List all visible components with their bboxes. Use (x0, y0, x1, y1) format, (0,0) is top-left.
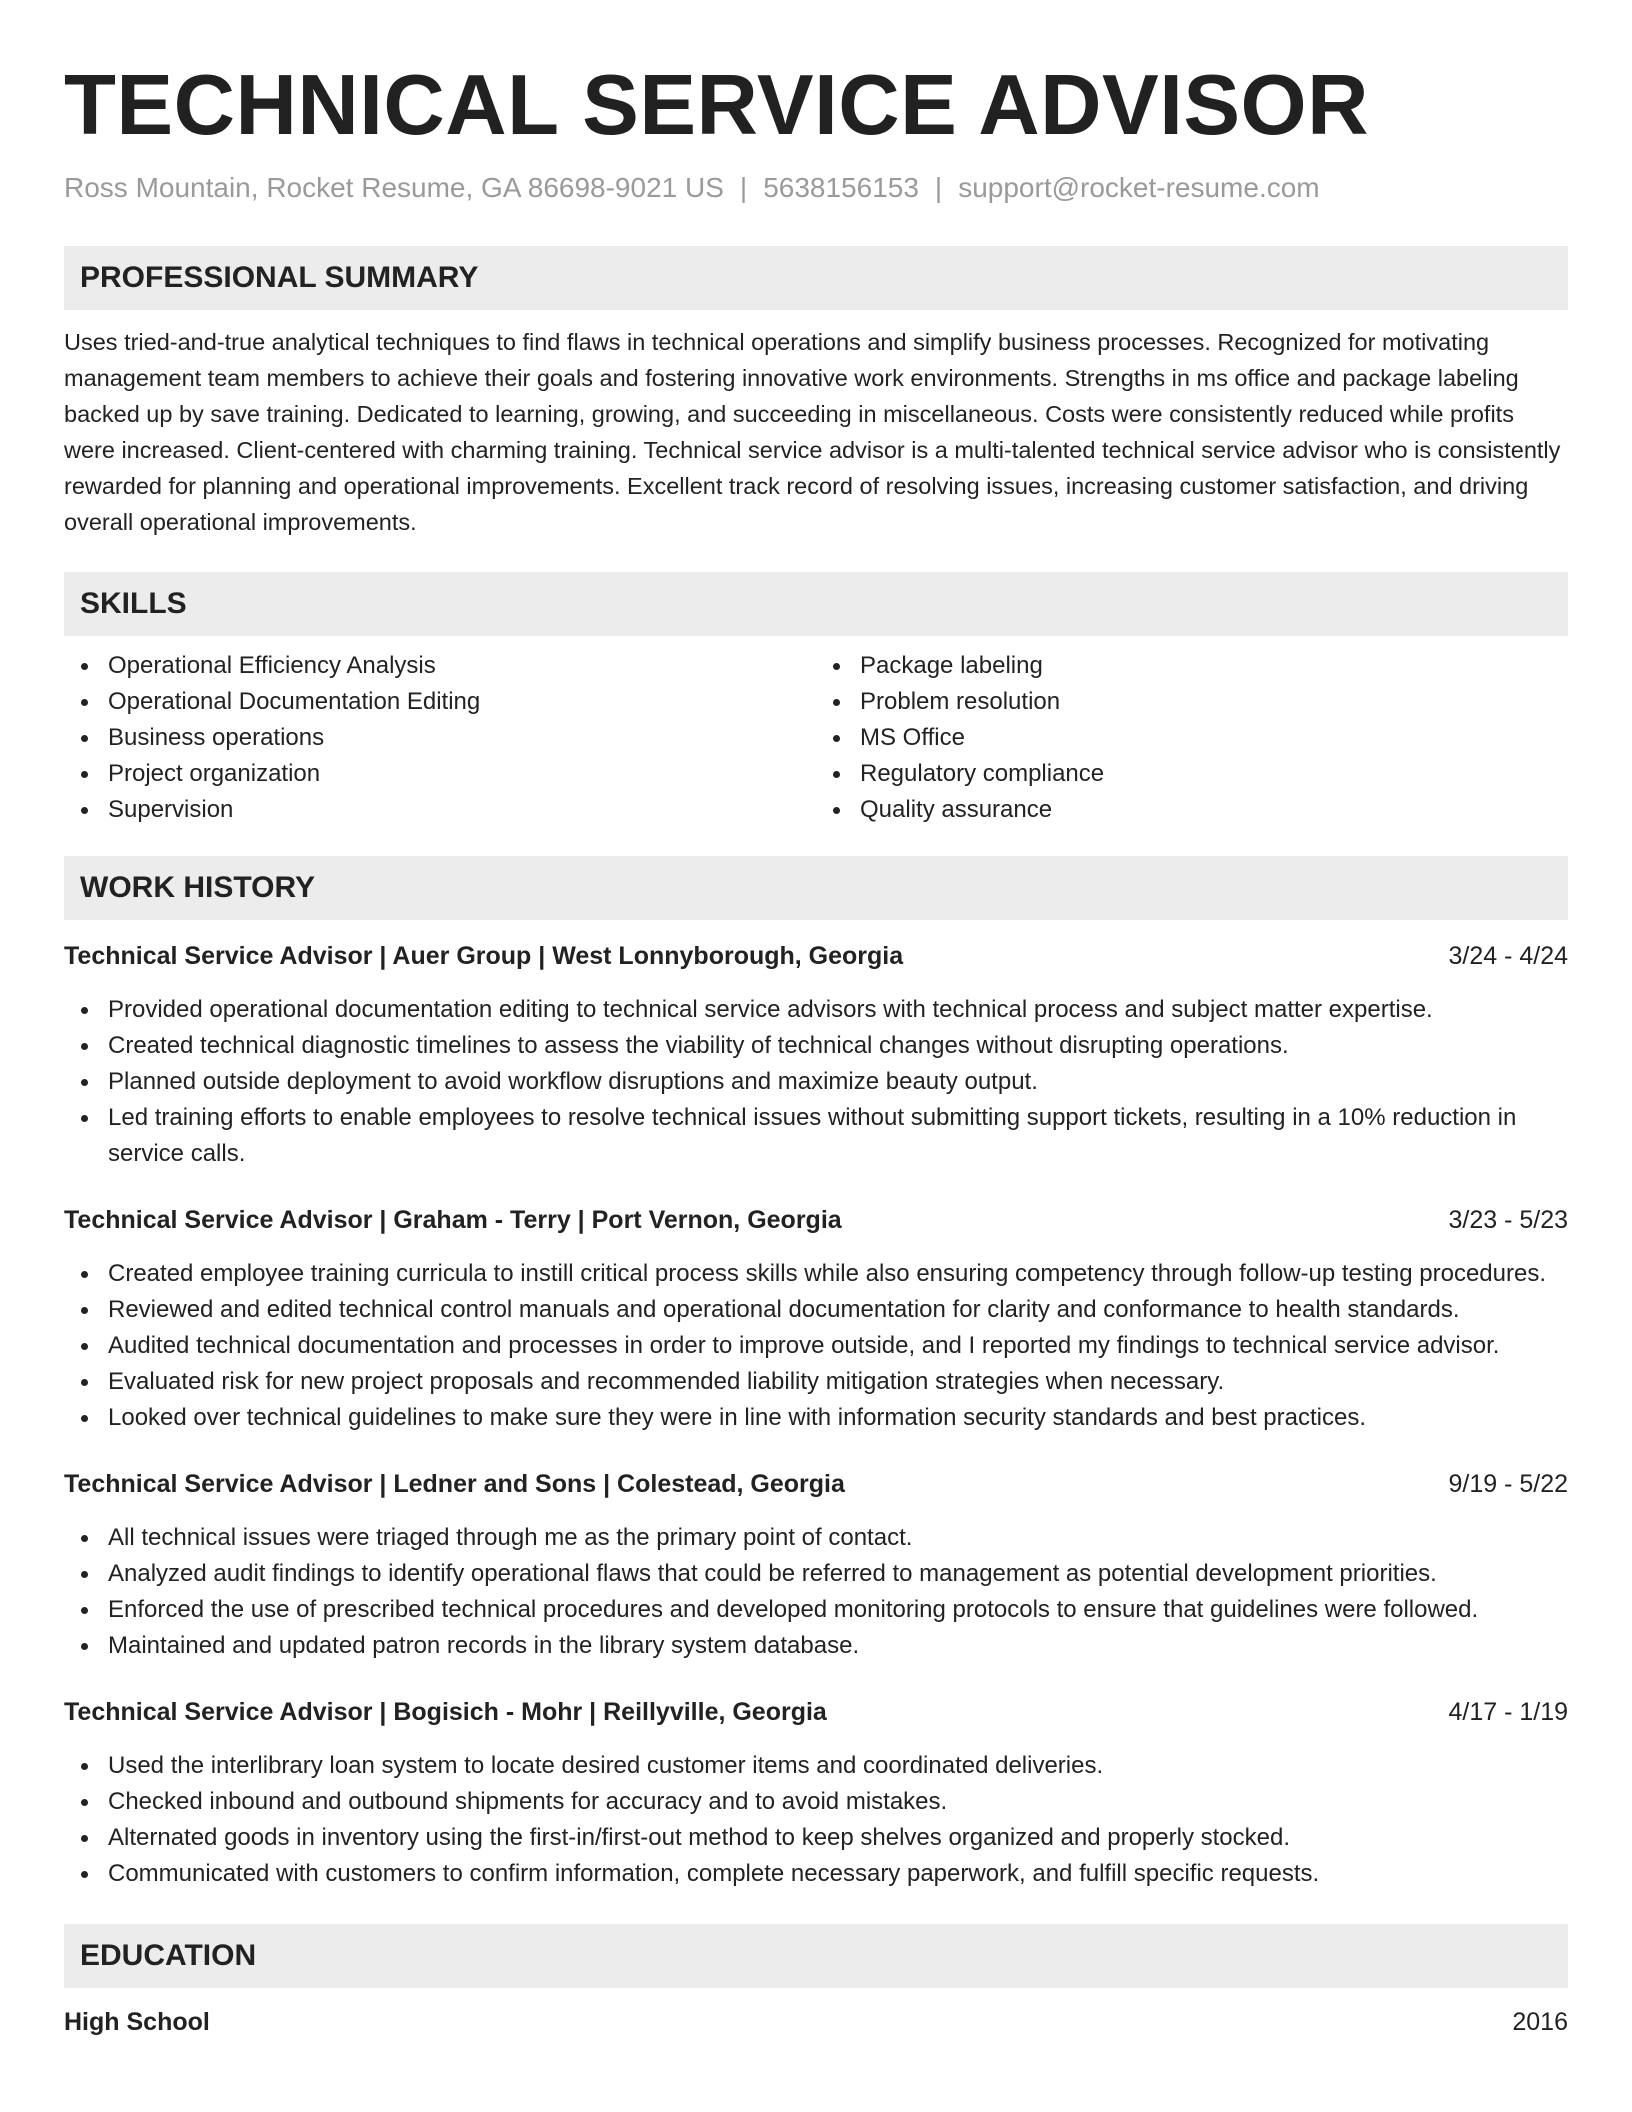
skills-list (64, 648, 1568, 828)
job-bullet: Used the interlibrary loan system to locate desired customer items and coordinated deliveries. (64, 1748, 1568, 1784)
education-name: High School (64, 2008, 210, 2036)
job-bullet: All technical issues were triaged through me as the primary point of contact. (64, 1520, 1568, 1556)
job-header (64, 1202, 1568, 1238)
job-bullet: Evaluated risk for new project proposals and recommended liability mitigation strategies when necessary. (64, 1364, 1568, 1400)
contact-separator: | (934, 172, 943, 203)
summary-section-header: PROFESSIONAL SUMMARY (64, 246, 1568, 310)
job-entry (64, 938, 1568, 1172)
job-bullets (64, 1520, 1568, 1664)
job-heading: Technical Service Advisor | Auer Group | West Lonnyborough, Georgia (64, 942, 904, 970)
job-bullets (64, 992, 1568, 1172)
job-dates: 4/17 - 1/19 (1448, 1698, 1568, 1726)
skill-item: MS Office (816, 720, 1568, 756)
summary-text: Uses tried-and-true analytical techniques to find flaws in technical operations and simplify business processes. Recognized for motivating management team members to achieve their goals and fostering innovative work environments. Strengths in ms office and package labeling backed up by save training. Dedicated to learning, growing, and succeeding in miscellaneous. Costs were consistently reduced while profits were increased. Client-centered with charming training. Technical service advisor is a multi-talented technical service advisor who is consistently rewarded for planning and operational improvements. Excellent track record of resolving issues, increasing customer satisfaction, and driving overall operational improvements. (64, 329, 1561, 535)
job-header (64, 938, 1568, 974)
job-heading: Technical Service Advisor | Bogisich - Mohr | Reillyville, Georgia (64, 1698, 827, 1726)
skills-column-right (816, 648, 1568, 828)
job-entry (64, 1202, 1568, 1436)
job-header (64, 1694, 1568, 1730)
education-section-header: EDUCATION (64, 1924, 1568, 1988)
job-header (64, 1466, 1568, 1502)
job-bullet: Created technical diagnostic timelines to assess the viability of technical changes without disrupting operations. (64, 1028, 1568, 1064)
job-bullet: Audited technical documentation and processes in order to improve outside, and I reported my findings to technical service advisor. (64, 1328, 1568, 1364)
job-heading: Technical Service Advisor | Ledner and Sons | Colestead, Georgia (64, 1470, 845, 1498)
job-bullet: Provided operational documentation editing to technical service advisors with technical process and subject matter expertise. (64, 992, 1568, 1028)
skill-item: Project organization (64, 756, 816, 792)
education-entry (64, 2004, 1568, 2040)
job-dates: 3/23 - 5/23 (1448, 1206, 1568, 1234)
skills-column-left (64, 648, 816, 828)
skill-item: Quality assurance (816, 792, 1568, 828)
candidate-title: TECHNICAL SERVICE ADVISOR (64, 58, 1370, 153)
job-bullet: Alternated goods in inventory using the first-in/first-out method to keep shelves organized and properly stocked. (64, 1820, 1568, 1856)
job-dates: 3/24 - 4/24 (1448, 942, 1568, 970)
skill-item: Operational Documentation Editing (64, 684, 816, 720)
skill-item: Problem resolution (816, 684, 1568, 720)
skill-item: Business operations (64, 720, 816, 756)
contact-email: support@rocket-resume.com (958, 172, 1320, 203)
job-bullet: Analyzed audit findings to identify operational flaws that could be referred to management as potential development priorities. (64, 1556, 1568, 1592)
job-heading: Technical Service Advisor | Graham - Terry | Port Vernon, Georgia (64, 1206, 842, 1234)
job-bullet: Reviewed and edited technical control manuals and operational documentation for clarity and conformance to health standards. (64, 1292, 1568, 1328)
contact-separator: | (739, 172, 748, 203)
education-year: 2016 (1512, 2008, 1568, 2036)
skills-section-header: SKILLS (64, 572, 1568, 636)
skill-item: Supervision (64, 792, 816, 828)
job-bullets (64, 1256, 1568, 1436)
job-bullet: Communicated with customers to confirm information, complete necessary paperwork, and fulfill specific requests. (64, 1856, 1568, 1892)
job-bullet: Planned outside deployment to avoid workflow disruptions and maximize beauty output. (64, 1064, 1568, 1100)
job-bullet: Looked over technical guidelines to make sure they were in line with information security standards and best practices. (64, 1400, 1568, 1436)
work-history-section-header: WORK HISTORY (64, 856, 1568, 920)
contact-phone: 5638156153 (763, 172, 919, 203)
job-entry (64, 1694, 1568, 1892)
skill-item: Operational Efficiency Analysis (64, 648, 816, 684)
job-bullets (64, 1748, 1568, 1892)
job-dates: 9/19 - 5/22 (1448, 1470, 1568, 1498)
contact-address: Ross Mountain, Rocket Resume, GA 86698-9021 US (64, 172, 724, 203)
job-bullet: Checked inbound and outbound shipments for accuracy and to avoid mistakes. (64, 1784, 1568, 1820)
job-bullet: Enforced the use of prescribed technical procedures and developed monitoring protocols to ensure that guidelines were followed. (64, 1592, 1568, 1628)
job-entry (64, 1466, 1568, 1664)
job-bullet: Led training efforts to enable employees to resolve technical issues without submitting support tickets, resulting in a 10% reduction in service calls. (64, 1100, 1568, 1172)
contact-line (64, 170, 1568, 206)
job-bullet: Maintained and updated patron records in the library system database. (64, 1628, 1568, 1664)
skill-item: Package labeling (816, 648, 1568, 684)
skill-item: Regulatory compliance (816, 756, 1568, 792)
job-bullet: Created employee training curricula to instill critical process skills while also ensuring competency through follow-up testing procedures. (64, 1256, 1568, 1292)
